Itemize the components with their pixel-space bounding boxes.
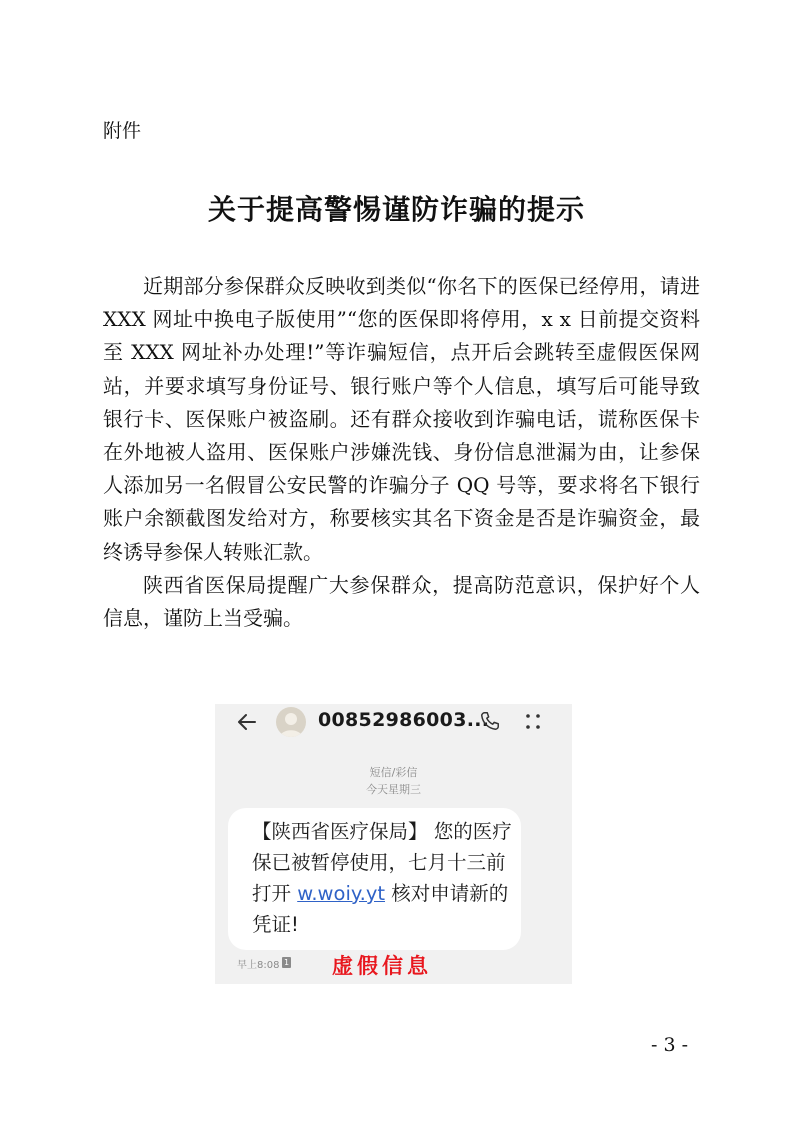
message-time: 早上8:08 (237, 960, 280, 971)
message-text-start: 【陕西省医疗保局】 您的医疗保已被暂停使用，七月十三前打开 (252, 820, 512, 905)
document-title: 关于提高警惕谨防诈骗的提示 (207, 193, 585, 226)
page-number: - 3 - (651, 1034, 689, 1056)
message-text (252, 816, 514, 940)
body-text (103, 270, 700, 635)
sim-badge: 1 (283, 958, 290, 967)
sms-header (215, 704, 572, 740)
contact-number: 00852986003... (318, 709, 490, 731)
sms-screenshot (215, 704, 572, 984)
phone-icon[interactable] (479, 710, 501, 732)
more-icon[interactable] (522, 711, 544, 733)
back-arrow-icon[interactable] (235, 710, 259, 734)
paragraph-2: 陕西省医保局提醒广大参保群众，提高防范意识，保护好个人信息，谨防上当受骗。 (103, 572, 700, 631)
person-icon (276, 707, 306, 737)
paragraph-1: 近期部分参保群众反映收到类似“你名下的医保已经停用，请进 XXX 网址中换电子版使用”“您的医保即将停用，x x 日前提交资料至 XXX 网址补办处理!”等诈骗短信，点开后会跳转至虚假医保网站，并要求填写身份证号、银行账户等个人信息，填写后可能导致银行卡、医保账户被盗刷。还有群众接收到诈骗电话，谎称医保卡在外地被人盗用、医保账户涉嫌洗钱、身份信息泄漏为由，让参保人添加另一名假冒公安民警的诈骗分子 QQ 号等，要求将名下银行账户余额截图发给对方，称要核实其名下资金是否是诈骗资金，最终诱导参保人转账汇款。 (103, 274, 700, 564)
sim-card-icon (282, 957, 291, 968)
message-text-end: 核对申请新的凭证! (252, 882, 509, 936)
message-type-label: 短信/彩信 (369, 766, 418, 779)
fake-info-label: 虚假信息 (332, 954, 432, 978)
message-bubble[interactable] (228, 808, 521, 950)
message-link[interactable]: w.woiy.yt (297, 882, 386, 905)
message-date-label: 今天星期三 (366, 783, 421, 796)
avatar[interactable] (276, 707, 306, 737)
attachment-label: 附件 (103, 120, 142, 142)
